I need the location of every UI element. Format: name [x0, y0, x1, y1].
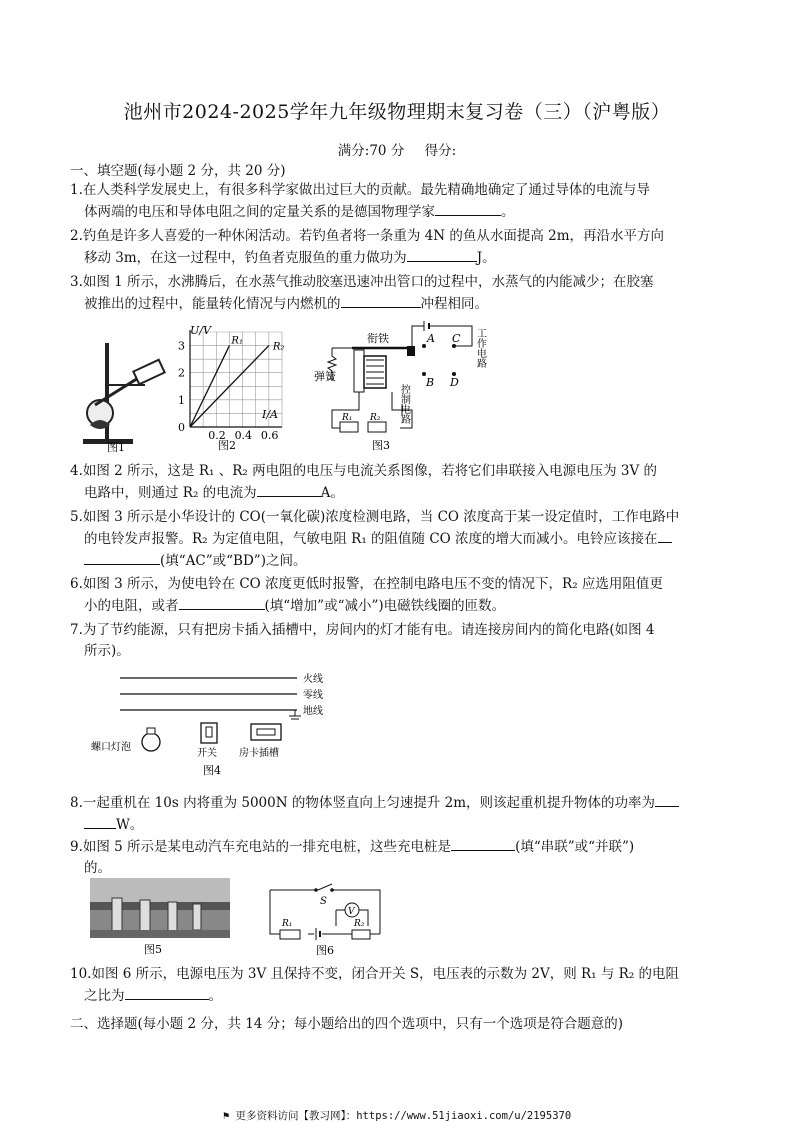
figure-4-caption: 图4 — [203, 764, 221, 777]
question-5: 5.如图 3 所示是小华设计的 CO(一氧化碳)浓度检测电路，当 CO 浓度高于某一设定值时，工作电路中 的电铃发声报警。R₂ 为定值电阻，气敏电阻 R₁ 的阻值随 CO 浓度的增大而减小。电铃应该接在 (填“AC”或“BD”)之间。 — [70, 509, 680, 569]
figure-6 — [262, 876, 392, 960]
svg-text:S: S — [320, 896, 327, 907]
footer-link[interactable]: ⚑ 更多资料访问【教习网】：https://www.51jiaoxi.com/u/2195370 — [222, 1110, 572, 1122]
y-axis-label: U/V — [190, 324, 211, 337]
answer-blank-3[interactable] — [341, 293, 421, 308]
svg-text:R₁: R₁ — [282, 919, 293, 929]
label-work-circuit: 工作电路 — [474, 328, 486, 368]
question-3: 3.如图 1 所示，水沸腾后，在水蒸气推动胶塞迅速冲出管口的过程中，水蒸气的内能减少；在胶塞 被推出的过程中，能量转化情况与内燃机的 冲程相同。 — [70, 274, 654, 312]
got-score: 得分: — [424, 143, 457, 159]
figure-5-caption: 图5 — [144, 943, 162, 956]
y-tick-label: 1 — [178, 393, 185, 407]
label-live-wire: 火线 — [303, 674, 323, 685]
answer-blank-5[interactable] — [84, 550, 160, 565]
score-line — [0, 139, 794, 159]
y-tick-label: 3 — [178, 339, 185, 353]
x-tick-label: 0.4 — [234, 429, 253, 442]
svg-text:B: B — [426, 376, 435, 389]
figure-1 — [75, 325, 175, 453]
figure-3-caption: 图3 — [372, 439, 390, 452]
y-tick-label: 0 — [178, 421, 185, 434]
answer-blank-1[interactable] — [435, 201, 501, 216]
svg-text:V: V — [348, 907, 355, 917]
answer-blank-6[interactable] — [179, 595, 265, 610]
figure-1-caption: 图1 — [107, 441, 125, 453]
question-8: 8.一起重机在 10s 内将重为 5000N 的物体竖直向上匀速提升 2m，则该起重机提升物体的功率为 W。 — [70, 792, 720, 836]
full-score: 满分:70 分 — [337, 143, 405, 159]
label-spring: 弹簧 — [314, 370, 336, 383]
answer-blank-2[interactable] — [407, 247, 477, 262]
section-2-heading: 二、选择题(每小题 2 分，共 14 分；每小题给出的四个选项中，只有一个选项是符合题意的) — [70, 1016, 623, 1032]
question-9: 9.如图 5 所示是某电动汽车充电站的一排充电桩，这些充电桩是 (填“串联”或“并联”) 的。 — [70, 836, 720, 879]
answer-blank-4[interactable] — [257, 482, 321, 497]
label-card-slot: 房卡插槽 — [239, 748, 279, 759]
figure-2-caption: 图2 — [218, 439, 236, 452]
svg-text:D: D — [450, 376, 459, 389]
svg-text:A: A — [427, 332, 435, 345]
label-bulb: 螺口灯泡 — [91, 742, 131, 753]
figure-3 — [312, 318, 498, 454]
figure-2-chart — [170, 322, 288, 452]
svg-text:R₂: R₂ — [370, 413, 381, 423]
label-ground-wire: 地线 — [303, 706, 323, 717]
y-tick-label: 2 — [178, 366, 185, 380]
answer-blank-10[interactable] — [125, 985, 209, 1000]
page-title: 池州市2024-2025学年九年级物理期末复习卷（三）（沪粤版） — [123, 101, 671, 123]
label-control-circuit: 控制电路 — [398, 384, 410, 424]
question-7: 7.为了节约能源，只有把房卡插入插槽中，房间内的灯才能有电。请连接房间内的简化电路(如图 4 所示)。 — [70, 622, 655, 659]
question-4: 4.如图 2 所示，这是 R₁ 、R₂ 两电阻的电压与电流关系图像，若将它们串联接入电源电压为 3V 的 电路中，则通过 R₂ 的电流为 A。 — [70, 463, 657, 501]
flag-icon: ⚑ — [222, 1110, 236, 1122]
series-label-r2: R₂ — [272, 341, 285, 353]
series-label-r1: R₁ — [231, 335, 243, 347]
answer-blank-8[interactable] — [84, 814, 116, 829]
label-neutral-wire: 零线 — [303, 690, 323, 701]
svg-text:C: C — [452, 332, 461, 345]
x-axis-label: I/A — [262, 408, 278, 421]
question-2: 2.钓鱼是许多人喜爱的一种休闲活动。若钓鱼者将一条重为 4N 的鱼从水面提高 2m，再沿水平方向 移动 3m，在这一过程中，钓鱼者克服鱼的重力做功为 J。 — [70, 228, 665, 266]
svg-text:R₂: R₂ — [354, 919, 365, 929]
figure-5-photo — [90, 878, 230, 958]
label-switch: 开关 — [197, 748, 217, 759]
figure-4 — [85, 668, 345, 780]
svg-text:R₁: R₁ — [342, 413, 353, 423]
x-tick-label: 0.2 — [208, 429, 226, 442]
question-6: 6.如图 3 所示，为使电铃在 CO 浓度更低时报警，在控制电路电压不变的情况下，R₂ 应选用阻值更 小的电阻，或者 (填“增加”或“减小”)电磁铁线圈的匝数。 — [70, 576, 663, 614]
question-1: 1.在人类科学发展史上，有很多科学家做出过巨大的贡献。最先精确地确定了通过导体的电流与导 体两端的电压和导体电阻之间的定量关系的是德国物理学家 。 — [70, 182, 650, 220]
section-1-heading: 一、填空题(每小题 2 分，共 20 分) — [70, 163, 286, 179]
figure-6-caption: 图6 — [316, 944, 334, 957]
label-armature: 衔铁 — [367, 332, 389, 345]
x-tick-label: 0.6 — [260, 429, 279, 442]
answer-blank-9[interactable] — [451, 836, 515, 851]
question-10: 10.如图 6 所示，电源电压为 3V 且保持不变，闭合开关 S，电压表的示数为 2V，则 R₁ 与 R₂ 的电阻 之比为 。 — [70, 966, 680, 1004]
bulb-icon — [142, 733, 160, 751]
